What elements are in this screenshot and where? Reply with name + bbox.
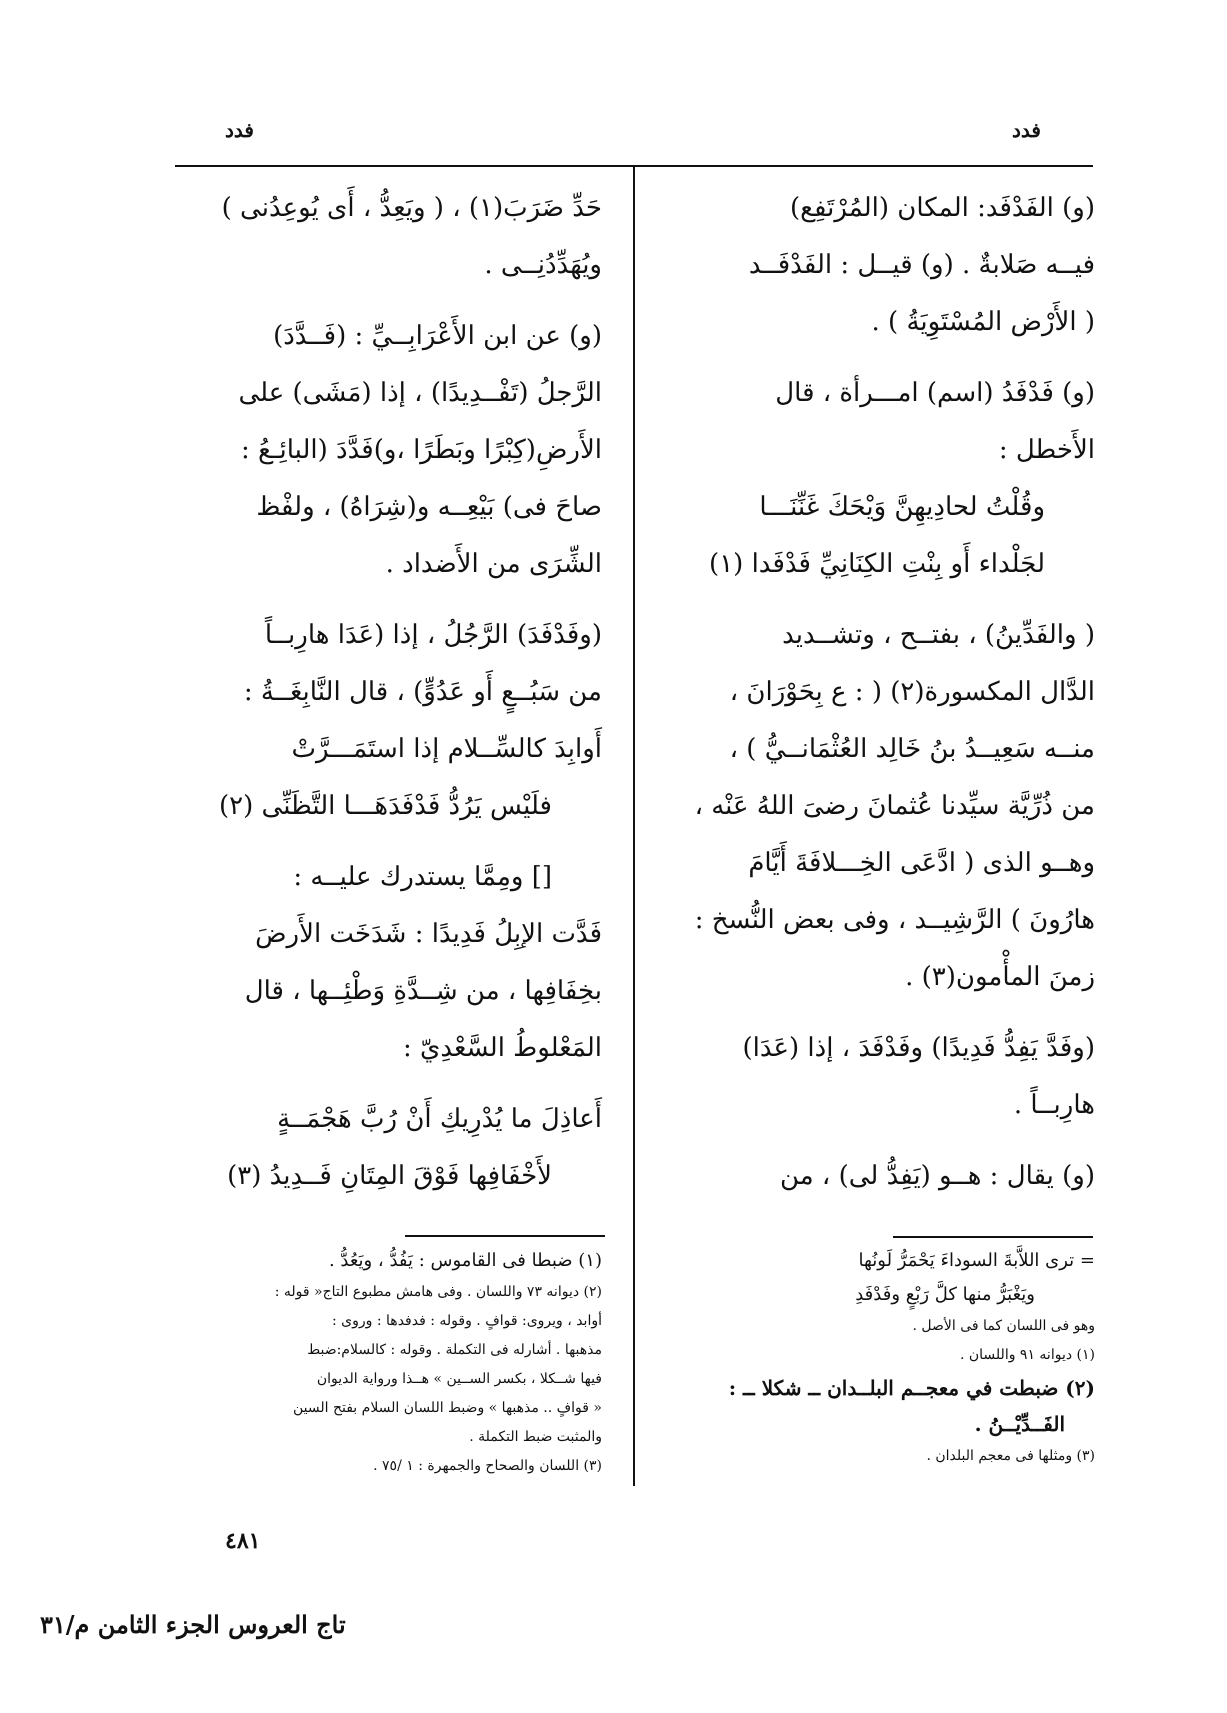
- text-line: فيــه صَلابةٌ . (و) قيــل : الفَدْفَــد: [748, 250, 1095, 280]
- running-head-left: فدد: [225, 118, 254, 142]
- text-line: من سَبُــعٍ أَو عَدُوٍّ) ، قال النَّابِغَــةُ :: [243, 677, 602, 707]
- footnote-line: أوابد ، ويروى: قوافٍ . وقوله : فدفدها : وروى :: [332, 1313, 602, 1329]
- footer-title: تاج العروس الجزء الثامن م/٣١: [40, 1610, 346, 1639]
- verse-line: أَعاذِلَ ما يُدْرِيكِ أَنْ رُبَّ هَجْمَــةٍ: [277, 1104, 602, 1134]
- footnote-rule-right: [893, 1236, 1093, 1238]
- text-line: فَدَّت الإبِلُ فَدِيدًا : شَدَخَت الأَرضَ: [255, 919, 602, 949]
- text-line: بخِفَافِها ، من شِــدَّةِ وَطْئِــها ، قال: [244, 976, 602, 1006]
- text-line: وهــو الذى ( ادَّعَى الخِـــلافَةَ أَيَّامَ: [748, 848, 1095, 878]
- footnote-line: (٢) ديوانه ٧٣ واللسان . وفى هامش مطبوع التاج« قوله :: [274, 1284, 602, 1300]
- verse-line: أَوابِدَ كالسِّــلام إذا استَمَـــرَّتْ: [291, 734, 602, 764]
- text-line: ويُهَدِّدُنِــى .: [484, 250, 602, 280]
- footnote-line: (٣) اللسان والصحاح والجمهرة : ١ /٧٥ .: [373, 1458, 602, 1474]
- footnote-line: = ترى اللاَّبةَ السوداءَ يَحْمَرُّ لَونُها: [858, 1250, 1095, 1271]
- text-line: (و) الفَدْفَد: المكان (المُرْتَفِع): [789, 193, 1095, 223]
- footnote-rule-left: [405, 1235, 605, 1237]
- running-head-right: فدد: [1012, 118, 1041, 142]
- text-line: [] ومِمَّا يستدرك عليــه :: [293, 862, 552, 892]
- footnote-line: ويَغْبَرُّ منها كلَّ رَبْعٍ وفَدْفَدِ: [855, 1284, 1035, 1305]
- verse-line: لأَخْفَافِها فَوْقَ المِتَانِ فَــدِيدُ (٣): [227, 1161, 552, 1191]
- right-column: [665, 180, 1095, 1205]
- text-line: ( والفَدِّينُ) ، بفتــح ، وتشــديد: [782, 620, 1095, 650]
- text-line: (وفَدْفَدَ) الرَّجُلُ ، إذا (عَدَا هارِبــاً: [264, 620, 602, 650]
- footnote-line: فيها شــكلا ، بكسر الســين » هــذا ورواية الديوان: [316, 1371, 602, 1387]
- text-line: (و) فَدْفَدُ (اسم) امـــرأة ، قال: [775, 378, 1095, 408]
- text-line: (وفَدَّ يَفِدُّ فَدِيدًا) وفَدْفَدَ ، إذا (عَدَا): [742, 1033, 1095, 1063]
- footnote-line: وهو فى اللسان كما فى الأصل .: [912, 1318, 1095, 1334]
- text-line: المَعْلوطُ السَّعْدِيّ :: [403, 1033, 602, 1063]
- footnote-line: (٣) ومثلها فى معجم البلدان .: [926, 1448, 1095, 1464]
- text-line: هارِبــاً .: [1013, 1090, 1095, 1120]
- footnote-line: « قوافٍ .. مذهبها » وضبط اللسان السلام بفتح السين: [292, 1400, 602, 1416]
- footnote-line: الفَــدِّيْــنُ .: [974, 1412, 1065, 1436]
- verse-line: لجَلْداء أَو بِنْتِ الكِنَانِيِّ فَدْفَدا (١): [709, 549, 1045, 579]
- text-line: ( الأَرْض المُسْتَوِيَةُ ) .: [871, 307, 1095, 337]
- text-line: (و) عن ابن الأَعْرَابِــيِّ : (فَــدَّدَ): [273, 321, 602, 351]
- text-line: الأَخطل :: [998, 435, 1095, 465]
- text-line: هارُونَ ) الرَّشِيــد ، وفى بعض النُّسخ :: [694, 905, 1095, 935]
- text-line: حَدِّ ضَرَبَ(١) ، ( ويَعِدُّ ، أَى يُوعِدُنى ): [221, 193, 602, 223]
- verse-line: وقُلْتُ لحادِيهِنَّ وَيْحَكَ غَنِّنَـــا: [759, 492, 1045, 522]
- footnote-line: (١) ديوانه ٩١ واللسان .: [959, 1347, 1095, 1363]
- text-line: من ذُرِّيَّة سيِّدنا عُثمانَ رضىَ اللهُ عَنْه ،: [694, 791, 1095, 821]
- footnotes-right: [665, 1244, 1095, 1471]
- page-number: ٤٨١: [225, 1528, 261, 1554]
- footnote-line: (١) ضبطا فى القاموس : يَفُدُّ ، ويَعُدُّ .: [328, 1250, 602, 1271]
- text-line: الدَّال المكسورة(٢) ( : ع بِحَوْرَانَ ،: [729, 677, 1095, 707]
- text-line: منــه سَعِيــدُ بنُ خَالِد العُثْمَانــيُّ ) ،: [729, 734, 1095, 764]
- footnote-line: مذهبها . أشارله فى التكملة . وقوله : كالسلام:ضبط: [307, 1342, 602, 1358]
- footnote-line: (٢) ضبطت في معجــم البلــدان ــ شكلا ــ :: [728, 1376, 1095, 1400]
- footnote-line: والمثبت ضبط التكملة .: [469, 1429, 602, 1445]
- text-line: زمنَ المأْمون(٣) .: [905, 962, 1095, 992]
- text-line: (و) يقال : هــو (يَفِدُّ لى) ، من: [779, 1161, 1095, 1191]
- verse-line: فلَيْس يَرُدُّ فَدْفَدَهَـــا التَّظَنِّى (٢): [219, 791, 552, 821]
- left-column: [172, 180, 602, 1205]
- text-line: الأَرضِ(كِبْرًا وبَطَرًا ،و)فَدَّدَ (البائِـعُ :: [241, 435, 602, 465]
- footnotes-left: [172, 1244, 602, 1481]
- text-line: الرَّجلُ (تَفْــدِيدًا) ، إذا (مَشَى) على: [238, 378, 602, 408]
- column-divider: [633, 166, 635, 1486]
- text-line: صاحَ فى) بَيْعِــه و(شِرَاهُ) ، ولفْظ: [256, 492, 602, 522]
- text-line: الشِّرَى من الأَضداد .: [385, 549, 602, 579]
